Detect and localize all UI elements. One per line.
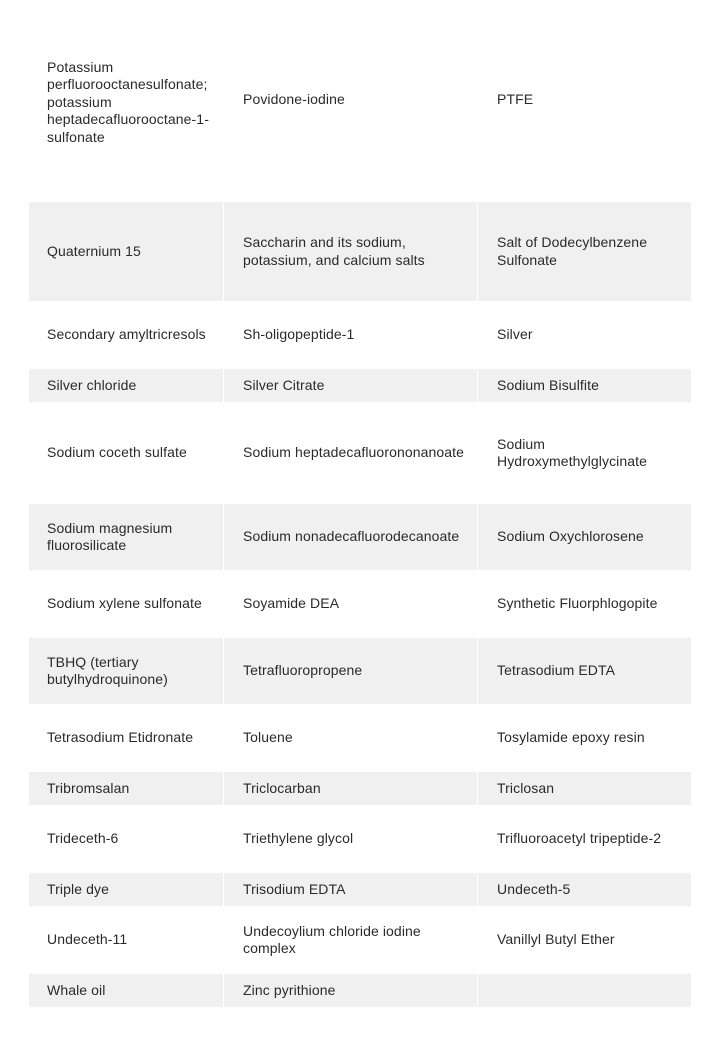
table-cell: Povidone-iodine [243, 90, 345, 107]
table-cell: Triclosan [497, 779, 555, 796]
table-cell: Tribromsalan [29, 772, 224, 805]
table-cell: Triclocarban [224, 772, 478, 805]
table-cell: Undecoylium chloride iodine complex [243, 922, 421, 956]
table-cell: Sodium coceth sulfate [47, 444, 187, 461]
table-row [29, 974, 691, 1007]
table-cell: Tosylamide epoxy resin [497, 729, 645, 746]
table-cell: Tetrasodium Etidronate [47, 729, 194, 746]
table-cell: Trideceth-6 [47, 830, 119, 847]
table-cell: Sodium magnesium fluorosilicate [29, 504, 224, 570]
table-row [29, 301, 691, 369]
table-row [29, 369, 691, 402]
table-cell: Vanillyl Butyl Ether [497, 931, 615, 948]
table-cell: Sodium Bisulfite [497, 376, 599, 393]
table-row [29, 402, 691, 504]
table-cell: Trifluoroacetyl tripeptide-2 [497, 830, 662, 847]
table-cell: Sh-oligopeptide-1 [243, 326, 355, 343]
table-row [29, 805, 691, 873]
table-cell: Sodium nonadecafluorodecanoate [224, 504, 478, 570]
table-row [29, 906, 691, 974]
table-cell: Quaternium 15 [29, 202, 224, 301]
table-cell: Tetrasodium EDTA [497, 662, 616, 679]
table-cell: Soyamide DEA [243, 595, 340, 612]
ingredient-table [29, 0, 691, 1007]
table-row [29, 0, 691, 202]
table-cell: Toluene [243, 729, 293, 746]
table-cell: Whale oil [29, 974, 224, 1007]
table-cell: Undeceth-5 [497, 880, 571, 897]
table-cell: Undeceth-11 [47, 931, 128, 948]
table-row [29, 772, 691, 805]
table-cell: Sodium xylene sulfonate [47, 595, 202, 612]
table-cell: Tetrafluoropropene [224, 638, 478, 704]
table-row [29, 704, 691, 772]
table-row [29, 570, 691, 638]
table-row [29, 638, 691, 704]
table-cell: Secondary amyltricresols [47, 326, 206, 343]
table-cell: Sodium Hydroxymethylglycinate [497, 435, 648, 469]
table-cell: Saccharin and its sodium, potassium, and calcium salts [224, 202, 478, 301]
table-cell [478, 974, 691, 1007]
table-cell: Potassium perfluorooctanesulfonate; potassium heptadecafluorooctane-1-sulfonate [47, 58, 209, 145]
table-cell: Sodium heptadecafluorononanoate [243, 444, 465, 461]
table-cell: Silver [497, 326, 533, 343]
table-cell: Silver Citrate [224, 369, 478, 402]
table-cell: Salt of Dodecylbenzene Sulfonate [497, 234, 648, 268]
table-cell: PTFE [497, 90, 534, 107]
table-cell: TBHQ (tertiary butylhydroquinone) [29, 638, 224, 704]
table-row [29, 504, 691, 570]
table-cell: Triethylene glycol [243, 830, 354, 847]
table-cell: Triple dye [29, 873, 224, 906]
table-cell: Synthetic Fluorphlogopite [497, 595, 658, 612]
table-cell: Trisodium EDTA [224, 873, 478, 906]
table-cell: Silver chloride [29, 369, 224, 402]
table-row [29, 202, 691, 301]
table-row [29, 873, 691, 906]
table-cell: Sodium Oxychlorosene [497, 528, 644, 545]
table-cell: Zinc pyrithione [224, 974, 478, 1007]
